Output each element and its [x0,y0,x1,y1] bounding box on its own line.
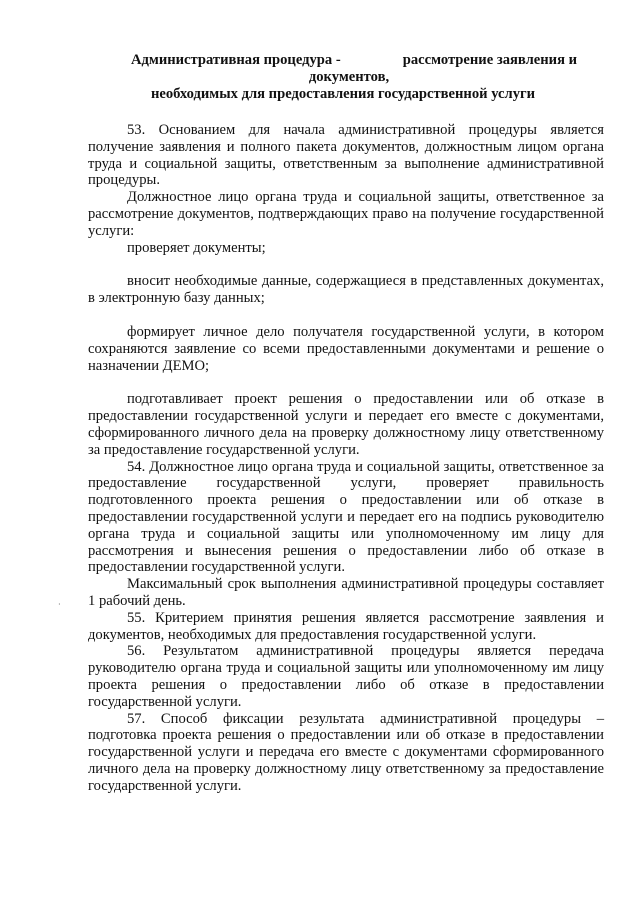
title-line-3: необходимых для предоставления государственной услуги [150,86,536,102]
list-item-prepare-draft: подготавливает проект решения о предоставлении или об отказе в предоставлении государственной услуги и передает его вместе с документами, сформированного личного дела на проверку должностному лицу ответственному за предоставление государственной услуги. [88,391,604,458]
title-line-2: документов, [308,69,390,85]
list-item-enter-data: вносит необходимые данные, содержащиеся в представленных документах, в электронную базу данных; [88,273,604,307]
list-item-check-documents: проверяет документы; [127,239,266,256]
paragraph-53: 53. Основанием для начала административной процедуры является получение заявления и полного пакета документов, должностным лицом органа труда и социальной защиты, ответственным за выполнение административной процедуры. [88,122,604,189]
paragraph-official-intro: Должностное лицо органа труда и социальной защиты, ответственное за рассмотрение документов, подтверждающих право на получение государственной услуги: [88,189,604,239]
paragraph-56: 56. Результатом административной процедуры является передача руководителю органа труда и социальной защиты или уполномоченному им лицу проекта решения о предоставлении либо об отказе в предоставлении государственной услуги. [88,643,604,710]
title-line-1-right: рассмотрение заявления и [402,52,578,68]
list-item-form-personal-file: формирует личное дело получателя государственной услуги, в котором сохраняются заявление со всеми предоставленными документами и решение о назначении ДЕМО; [88,323,604,374]
paragraph-max-term: Максимальный срок выполнения административной процедуры составляет 1 рабочий день. [88,576,604,609]
title-line-1-left: Административная процедура - [130,52,341,68]
scan-dot-mark: · [58,600,61,609]
paragraph-55: 55. Критерием принятия решения является рассмотрение заявления и документов, необходимых для предоставления государственной услуги. [88,609,604,643]
paragraph-54: 54. Должностное лицо органа труда и социальной защиты, ответственное за предоставление государственной услуги, проверяет правильность подготовленного проекта решения о предоставлении или об отказе в предоставлении государственной услуги и передает его на подпись руководителю органа труда и социальной защиты или уполномоченному им лицу для рассмотрения и вынесения решения о предоставлении либо об отказе в предоставлении государственной услуги. [88,458,604,576]
document-body [88,122,604,794]
title-line-1 [90,52,618,69]
paragraph-57: 57. Способ фиксации результата административной процедуры – подготовка проекта решения о предоставлении или об отказе в предоставлении государственной услуги и передача его вместе с документами сформированного личного дела на проверку должностному лицу ответственному за предоставление государственной услуги. [88,710,604,794]
section-title [90,52,618,103]
